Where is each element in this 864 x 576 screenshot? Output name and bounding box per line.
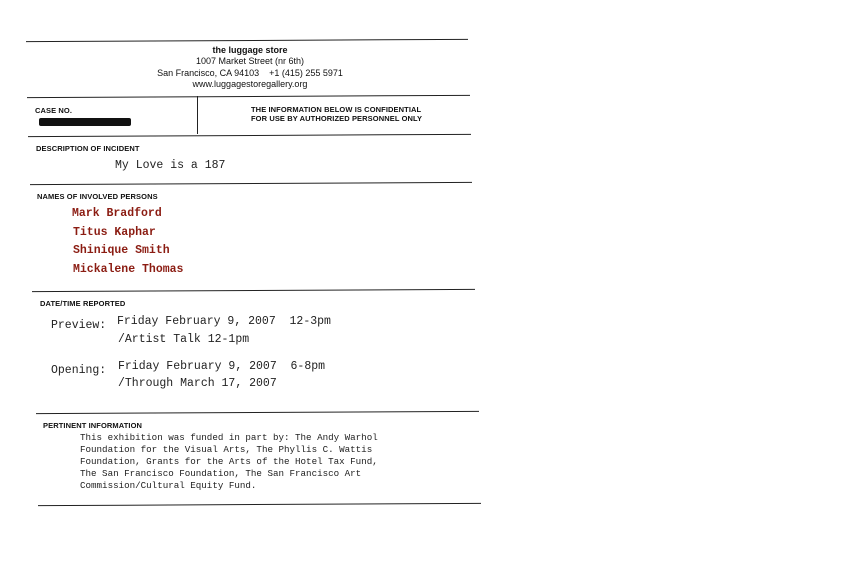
incident-label: DESCRIPTION OF INCIDENT — [36, 144, 140, 153]
case-no-label: CASE NO. — [35, 106, 73, 115]
person-name: Titus Kaphar — [73, 226, 156, 239]
incident-bottom-rule — [30, 182, 472, 185]
datetime-label: DATE/TIME REPORTED — [40, 299, 126, 308]
store-address: 1007 Market Street (nr 6th) — [195, 56, 305, 67]
funding-text — [80, 432, 378, 492]
store-city-phone: San Francisco, CA 94103 +1 (415) 255 5971 — [157, 67, 343, 78]
opening-label: Opening: — [51, 364, 107, 377]
opening-value: Friday February 9, 2007 6-8pm — [118, 360, 326, 373]
person-name: Shinique Smith — [73, 244, 170, 257]
preview-label: Preview: — [51, 319, 107, 332]
opening-sub: /Through March 17, 2007 — [118, 377, 277, 390]
incident-value: My Love is a 187 — [115, 159, 226, 172]
bottom-rule — [38, 503, 481, 506]
person-name: Mickalene Thomas — [73, 263, 184, 276]
preview-value: Friday February 9, 2007 12-3pm — [117, 315, 331, 328]
funding-line: This exhibition was funded in part by: The Andy Warhol — [80, 432, 378, 443]
store-header — [150, 45, 350, 90]
pertinent-label: PERTINENT INFORMATION — [43, 421, 143, 430]
store-website: www.luggagestoregallery.org — [192, 78, 308, 89]
persons-label: NAMES OF INVOLVED PERSONS — [37, 192, 158, 201]
case-bottom-rule — [28, 134, 471, 137]
funding-line: The San Francisco Foundation, The San Francisco Art — [80, 468, 362, 479]
persons-bottom-rule — [32, 289, 475, 292]
preview-sub: /Artist Talk 12-1pm — [118, 333, 250, 346]
top-rule — [26, 39, 468, 42]
funding-line: Commission/Cultural Equity Fund. — [80, 480, 257, 491]
confidential-line-2: FOR USE BY AUTHORIZED PERSONNEL ONLY — [251, 114, 423, 123]
datetime-bottom-rule — [36, 411, 479, 414]
funding-line: Foundation for the Visual Arts, The Phyllis C. Wattis — [80, 444, 373, 455]
case-divider — [197, 96, 198, 134]
confidential-line-1: THE INFORMATION BELOW IS CONFIDENTIAL — [251, 105, 422, 114]
case-no-redaction — [39, 118, 131, 126]
person-name: Mark Bradford — [72, 207, 162, 220]
funding-line: Foundation, Grants for the Arts of the Hotel Tax Fund, — [80, 456, 378, 467]
header-bottom-rule — [27, 95, 470, 98]
store-name: the luggage store — [212, 45, 288, 55]
